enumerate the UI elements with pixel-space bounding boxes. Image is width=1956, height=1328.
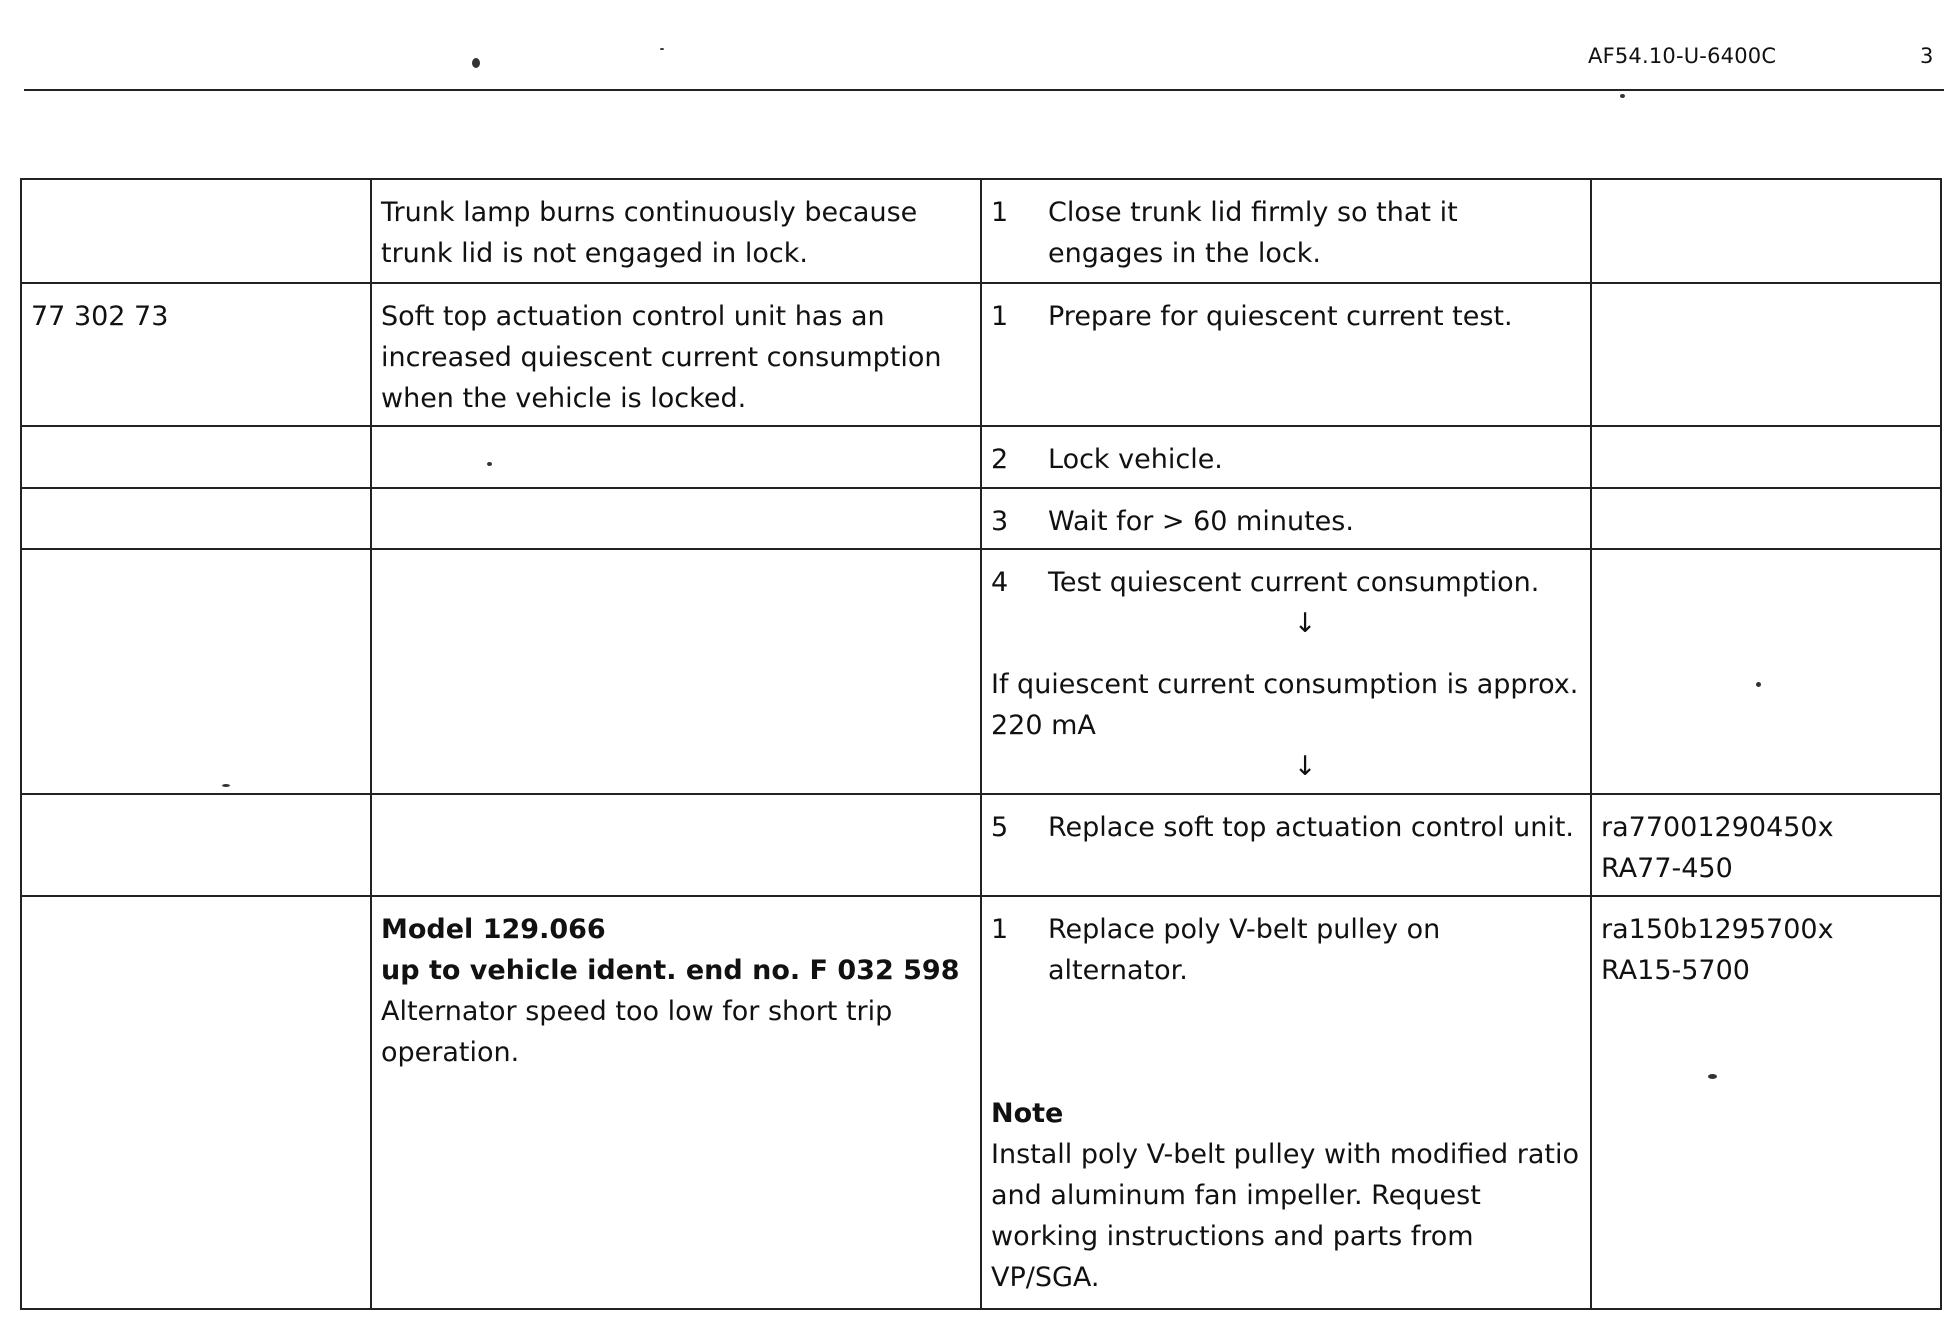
step-cell — [981, 426, 1591, 488]
step-cell — [981, 179, 1591, 283]
reference-line: RA15-5700 — [1601, 955, 1750, 986]
reference-cell — [1591, 896, 1941, 1309]
step-text: Replace poly V-belt pulley on alternator. — [1048, 914, 1441, 986]
step-text: Close trunk lid firmly so that it engages in the lock. — [1048, 197, 1458, 269]
repair-table — [20, 178, 1942, 1310]
cause-cell — [371, 426, 981, 488]
page-number: 3 — [1920, 44, 1934, 68]
down-arrow-icon: ↓ — [1293, 608, 1317, 639]
table-row — [21, 896, 1941, 1309]
step-cell — [981, 488, 1591, 549]
note-text: Install poly V-belt pulley with modified ratio and aluminum fan impeller. Request working instructions and parts from VP/SGA. — [991, 1139, 1579, 1293]
table-row — [21, 283, 1941, 426]
table-row — [21, 794, 1941, 896]
code-cell — [21, 426, 371, 488]
table-row — [21, 179, 1941, 283]
cause-cell — [371, 896, 981, 1309]
step-text: Wait for > 60 minutes. — [1048, 506, 1354, 537]
step-number: 1 — [991, 197, 1009, 228]
reference-cell — [1591, 283, 1941, 426]
table-row — [21, 426, 1941, 488]
step-number: 1 — [991, 301, 1009, 332]
code-cell: 77 302 73 — [21, 283, 371, 426]
table-row — [21, 549, 1941, 794]
step-text: Prepare for quiescent current test. — [1048, 301, 1513, 332]
code-cell — [21, 488, 371, 549]
scan-speck — [1620, 94, 1625, 98]
down-arrow-icon: ↓ — [1293, 751, 1317, 782]
scan-speck — [472, 58, 480, 68]
step-number: 2 — [991, 444, 1009, 475]
reference-line: ra77001290450x — [1601, 812, 1834, 843]
step-number: 5 — [991, 812, 1009, 843]
step-cell — [981, 549, 1591, 794]
document-id: AF54.10-U-6400C — [1588, 44, 1777, 68]
code-cell — [21, 794, 371, 896]
condition-text: If quiescent current consumption is approx. 220 mA — [991, 669, 1579, 741]
cause-cell: Trunk lamp burns continuously because trunk lid is not engaged in lock. — [371, 179, 981, 283]
cause-cell — [371, 794, 981, 896]
step-text: Replace soft top actuation control unit. — [1048, 812, 1574, 843]
step-number: 3 — [991, 506, 1009, 537]
step-text: Test quiescent current consumption. — [1048, 567, 1540, 598]
step-number: 4 — [991, 567, 1009, 598]
reference-cell — [1591, 794, 1941, 896]
step-cell — [981, 896, 1591, 1309]
step-cell — [981, 283, 1591, 426]
reference-line: RA77-450 — [1601, 853, 1733, 884]
reference-line: ra150b1295700x — [1601, 914, 1834, 945]
step-text: Lock vehicle. — [1048, 444, 1223, 475]
cause-cell: Soft top actuation control unit has an increased quiescent current consumption when the vehicle is locked. — [371, 283, 981, 426]
code-cell — [21, 549, 371, 794]
code-cell — [21, 179, 371, 283]
step-cell — [981, 794, 1591, 896]
header-rule — [24, 89, 1944, 91]
cause-text: Alternator speed too low for short trip operation. — [381, 996, 893, 1068]
reference-cell — [1591, 179, 1941, 283]
code-cell — [21, 896, 371, 1309]
model-label: Model 129.066 — [381, 914, 606, 945]
reference-cell — [1591, 549, 1941, 794]
step-number: 1 — [991, 914, 1009, 945]
reference-cell — [1591, 488, 1941, 549]
table-row — [21, 488, 1941, 549]
scan-speck — [660, 48, 664, 50]
ident-range: up to vehicle ident. end no. F 032 598 — [381, 955, 960, 986]
reference-cell — [1591, 426, 1941, 488]
cause-cell — [371, 488, 981, 549]
note-label: Note — [991, 1098, 1064, 1129]
cause-cell — [371, 549, 981, 794]
